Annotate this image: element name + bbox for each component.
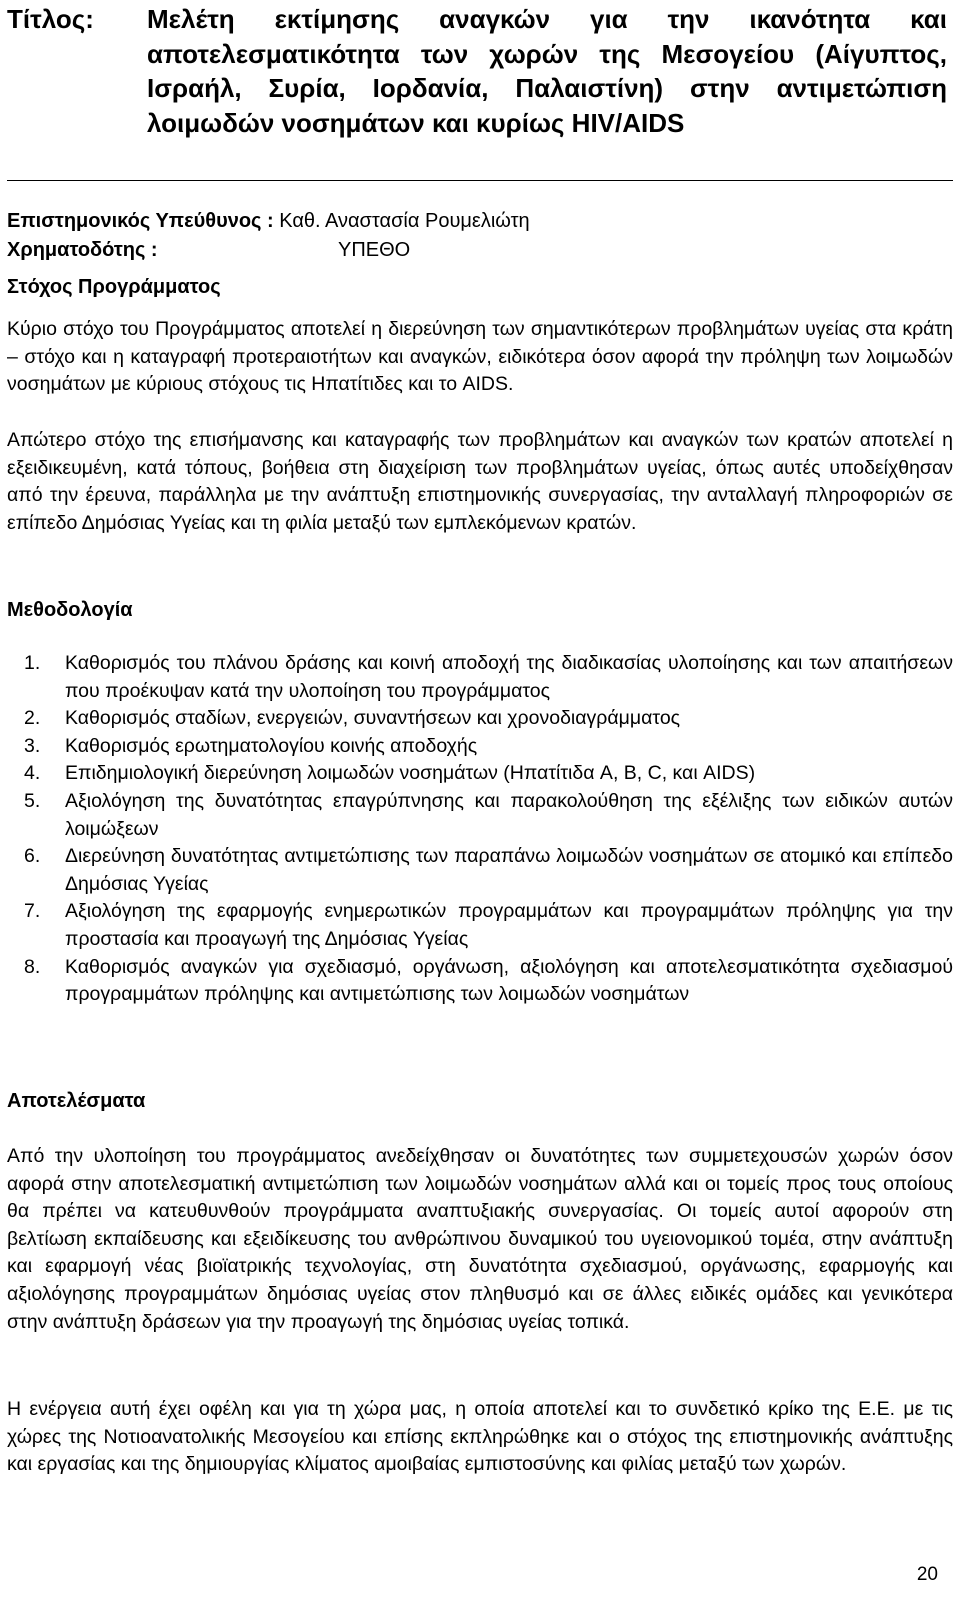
funder-line	[7, 236, 411, 264]
list-item	[7, 705, 953, 733]
results-paragraph-2: Η ενέργεια αυτή έχει οφέλη και για τη χώρα μας, η οποία αποτελεί και το συνδετικό κρίκο της Ε.Ε. με τις χώρες της Νοτιοανατολικής Μεσογείου και επίσης εκπληρώθηκε και ο στόχος της επιστημονικής ανάπτυξης και εργασίας και της δημιουργίας κλίματος αμοιβαίας εμπιστοσύνης και φιλίας μεταξύ των χωρών.	[7, 1398, 953, 1476]
list-item-number: 2.	[24, 707, 41, 730]
list-item-number: 5.	[24, 789, 41, 812]
list-item-number: 6.	[24, 845, 41, 868]
list-item	[7, 650, 953, 705]
list-item-text: Καθορισμός αναγκών για σχεδιασμό, οργάνωση, αξιολόγηση και αποτελεσματικότητα σχεδιασμού προγραμμάτων πρόληψης και αντιμετώπισης των λοιμωδών νοσημάτων	[65, 955, 953, 1006]
scientist-line	[7, 207, 530, 235]
methodology-list	[7, 650, 953, 1009]
list-item-number: 8.	[24, 955, 41, 978]
title-label: Τίτλος:	[7, 4, 94, 34]
funder-value: ΥΠΕΘΟ	[338, 239, 411, 261]
list-item-text: Καθορισμός ερωτηματολογίου κοινής αποδοχής	[65, 734, 478, 757]
list-item	[7, 843, 953, 898]
goal-paragraph-2: Απώτερο στόχο της επισήμανσης και καταγραφής των προβλημάτων και αναγκών των κρατών αποτελεί η εξειδικευμένη, κατά τόπους, βοήθεια στη διαχείριση των προβλημάτων υγείας, όπως αυτές υποδείχθησαν από την έρευνα, παράλληλα με την ανάπτυξη επιστημονικής συνεργασίας, την ανταλλαγή πληροφοριών σε επίπεδο Δημόσιας Υγείας και τη φιλία μεταξύ των εμπλεκόμενων κρατών.	[7, 429, 953, 534]
methodology-heading: Μεθοδολογία	[7, 599, 133, 621]
list-item-number: 7.	[24, 900, 41, 923]
goal-paragraph-1: Κύριο στόχο του Προγράμματος αποτελεί η διερεύνηση των σημαντικότερων προβλημάτων υγείας στα κράτη – στόχο και η καταγραφή προτεραιοτήτων και αναγκών, ειδικότερα όσον αφορά την πρόληψη των λοιμωδών νοσημάτων με κύριους στόχους τις Ηπατίτιδες και το AIDS.	[7, 318, 953, 396]
list-item-text: Καθορισμός σταδίων, ενεργειών, συναντήσεων και χρονοδιαγράμματος	[65, 707, 681, 730]
page-number: 20	[916, 1564, 938, 1585]
list-item-number: 3.	[24, 734, 41, 757]
list-item	[7, 760, 953, 788]
scientist-value: Καθ. Αναστασία Ρουμελιώτη	[273, 210, 530, 232]
list-item-text: Επιδημιολογική διερεύνηση λοιμωδών νοσημάτων (Ηπατίτιδα A, B, C, και AIDS)	[65, 762, 756, 785]
list-item-number: 4.	[24, 762, 41, 785]
results-heading: Αποτελέσματα	[7, 1090, 146, 1112]
list-item	[7, 898, 953, 953]
list-item	[7, 788, 953, 843]
list-item-text: Διερεύνηση δυνατότητας αντιμετώπισης των παραπάνω λοιμωδών νοσημάτων σε ατομικό και επίπεδο Δημόσιας Υγείας	[65, 845, 953, 895]
funder-label: Χρηματοδότης :	[7, 239, 158, 261]
goal-heading: Στόχος Προγράμματος	[7, 276, 221, 298]
list-item	[7, 733, 953, 761]
list-item-number: 1.	[24, 652, 41, 674]
list-item-text: Καθορισμός του πλάνου δράσης και κοινή αποδοχή της διαδικασίας υλοποίησης και των απαιτήσεων που προέκυψαν κατά την υλοποίηση του προγράμματος	[65, 652, 953, 702]
list-item-text: Αξιολόγηση της δυνατότητας επαγρύπνησης και παρακολούθηση της εξέλιξης των ειδικών αυτών λοιμώξεων	[65, 789, 953, 840]
list-item-text: Αξιολόγηση της εφαρμογής ενημερωτικών προγραμμάτων και προγραμμάτων πρόληψης για την προστασία και προαγωγή της Δημόσιας Υγείας	[65, 900, 953, 950]
title-text: Μελέτη εκτίμησης αναγκών για την ικανότητα και αποτελεσματικότητα των χωρών της Μεσογείου (Αίγυπτος, Ισραήλ, Συρία, Ιορδανία, Παλαιστίνη) στην αντιμετώπιση λοιμωδών νοσημάτων και κυρίως HIV/AIDS	[147, 4, 947, 138]
title-divider	[7, 180, 953, 181]
results-paragraph-1: Από την υλοποίηση του προγράμματος ανεδείχθησαν οι δυνατότητες των συμμετεχουσών χωρών όσον αφορά στην αποτελεσματική αντιμετώπιση των λοιμωδών νοσημάτων αλλά και οι τομείς προς τους οποίους θα πρέπει να κατευθυνθούν προγράμματα αναπτυξιακής συνεργασίας. Οι τομείς αυτοί αφορούν στη βελτίωση εκπαίδευσης και εξειδίκευσης του ανθρώπινου δυναμικού του υγειονομικού τομέα, στην ανάπτυξη και εφαρμογή νέας βιοϊατρικής τεχνολογίας, στη δυνατότητα σχεδιασμού, οργάνωσης, εφαρμογής και αξιολόγησης προγραμμάτων δημόσιας υγείας στον πληθυσμό και σε άλλες ειδικές ομάδες και γενικότερα στην ανάπτυξη δράσεων για την προαγωγή της δημόσιας υγείας τοπικά.	[7, 1145, 953, 1333]
list-item	[7, 954, 953, 1009]
scientist-label: Επιστημονικός Υπεύθυνος :	[7, 210, 274, 232]
